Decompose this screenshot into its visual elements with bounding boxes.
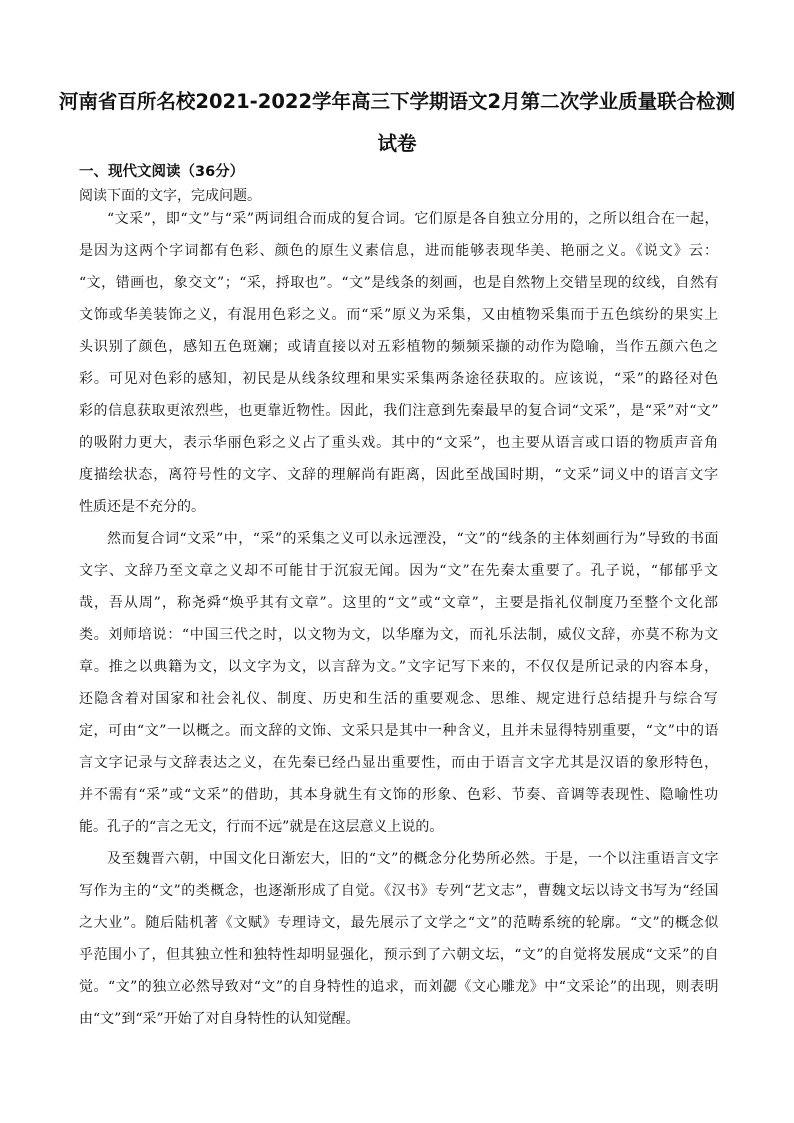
passage-line: “文采”，即“文”与“采”两词组合而成的复合词。它们原是各自独立分用的，之所以组合在一起， [107,211,719,227]
reading-instruction: 阅读下面的文字，完成问题。 [79,188,261,204]
passage-line: 的吸附力更大，表示华丽色彩之义占了重头戏。其中的“文采”，也主要从语言或口语的物质声音角 [79,435,719,451]
passage-line: 性质还是不充分的。 [79,499,205,515]
passage-line: 彩的信息获取更浓烈些，也更靠近物性。因此，我们注意到先秦最早的复合词“文采”，是“采”对“文” [79,403,719,419]
passage-line: 哉，吾从周”，称尧舜“焕乎其有文章”。这里的“文”或“文章”，主要是指礼仪制度乃至整个文化部 [79,595,719,611]
passage-line: 还隐含着对国家和社会礼仪、制度、历史和生活的重要观念、思维、规定进行总结提升与综合写 [79,691,719,707]
passage-line: 之大业”。随后陆机著《文赋》专理诗文，最先展示了文学之“文”的范畴系统的轮廓。“文”的概念似 [79,915,719,931]
document-title-line-1: 河南省百所名校2021-2022学年高三下学期语文2月第二次学业质量联合检测 [58,90,736,113]
passage-line: 写作为主的“文”的类概念，也逐渐形成了自觉。《汉书》专列“艺文志”，曹魏文坛以诗文书写为“经国 [79,883,719,899]
passage-line: 觉。“文”的独立必然导致对“文”的自身特性的追求，而刘勰《文心雕龙》中“文采论”的出现，则表明 [79,979,719,995]
passage-line: 头识别了颜色，感知五色斑斓；或请直接以对五彩植物的频频采撷的动作为隐喻，当作五颜六色之 [79,339,719,355]
passage-line: 文字、文辞乃至文章之义却不可能甘于沉寂无闻。因为“文”在先秦太重要了。孔子说，“郁郁乎文 [79,563,719,579]
passage-line: 章。推之以典籍为文，以文字为文，以言辞为文。”文字记写下来的，不仅仅是所记录的内容本身， [79,659,719,675]
section-heading: 一、现代文阅读（36分） [79,164,245,180]
passage-line: 彩。可见对色彩的感知，初民是从线条纹理和果实采集两条途径获取的。应该说，“采”的路径对色 [79,371,719,387]
passage-line: 乎范围小了，但其独立性和独特性却明显强化，预示到了六朝文坛，“文”的自觉将发展成“文采”的自 [79,947,719,963]
passage-line: 由“文”到“采”开始了对自身特性的认知觉醒。 [79,1011,360,1027]
passage-line: 及至魏晋六朝，中国文化日渐宏大，旧的“文”的概念分化势所必然。于是，一个以注重语言文字 [107,851,719,867]
passage-line: “文，错画也，象交文”；“采，捋取也”。“文”是线条的刻画，也是自然物上交错呈现的纹线，自然有 [79,275,719,291]
passage-line: 言文字记录与文辞表达之义，在先秦已经凸显出重要性，而由于语言文字尤其是汉语的象形特色， [79,755,719,771]
document-title-line-2: 试卷 [377,132,417,155]
passage-line: 文饰或华美装饰之义，有混用色彩之义。而“采”原义为采集，又由植物采集而于五色缤纷的果实上 [79,307,719,323]
passage-line: 并不需有“采”或“文采”的借助，其本身就生有文饰的形象、色彩、节奏、音调等表现性、隐喻性功 [79,787,719,803]
passage-line: 度描绘状态，离符号性的文字、文辞的理解尚有距离，因此至战国时期，“文采”词义中的语言文字 [79,467,719,483]
passage-line: 然而复合词“文采”中，“采”的采集之义可以永远湮没，“文”的“线条的主体刻画行为”导致的书面 [107,531,719,547]
passage-line: 是因为这两个字词都有色彩、颜色的原生义素信息，进而能够表现华美、艳丽之义。《说文》云： [79,243,719,259]
passage-line: 定，可由“文”一以概之。而文辞的文饰、文采只是其中一种含义，且并未显得特别重要，“文”中的语 [79,723,719,739]
passage-line: 类。刘师培说：“中国三代之时，以文物为文，以华靡为文，而礼乐法制，威仪文辞，亦莫不称为文 [79,627,719,643]
passage-line: 能。孔子的“言之无文，行而不远”就是在这层意义上说的。 [79,819,444,835]
